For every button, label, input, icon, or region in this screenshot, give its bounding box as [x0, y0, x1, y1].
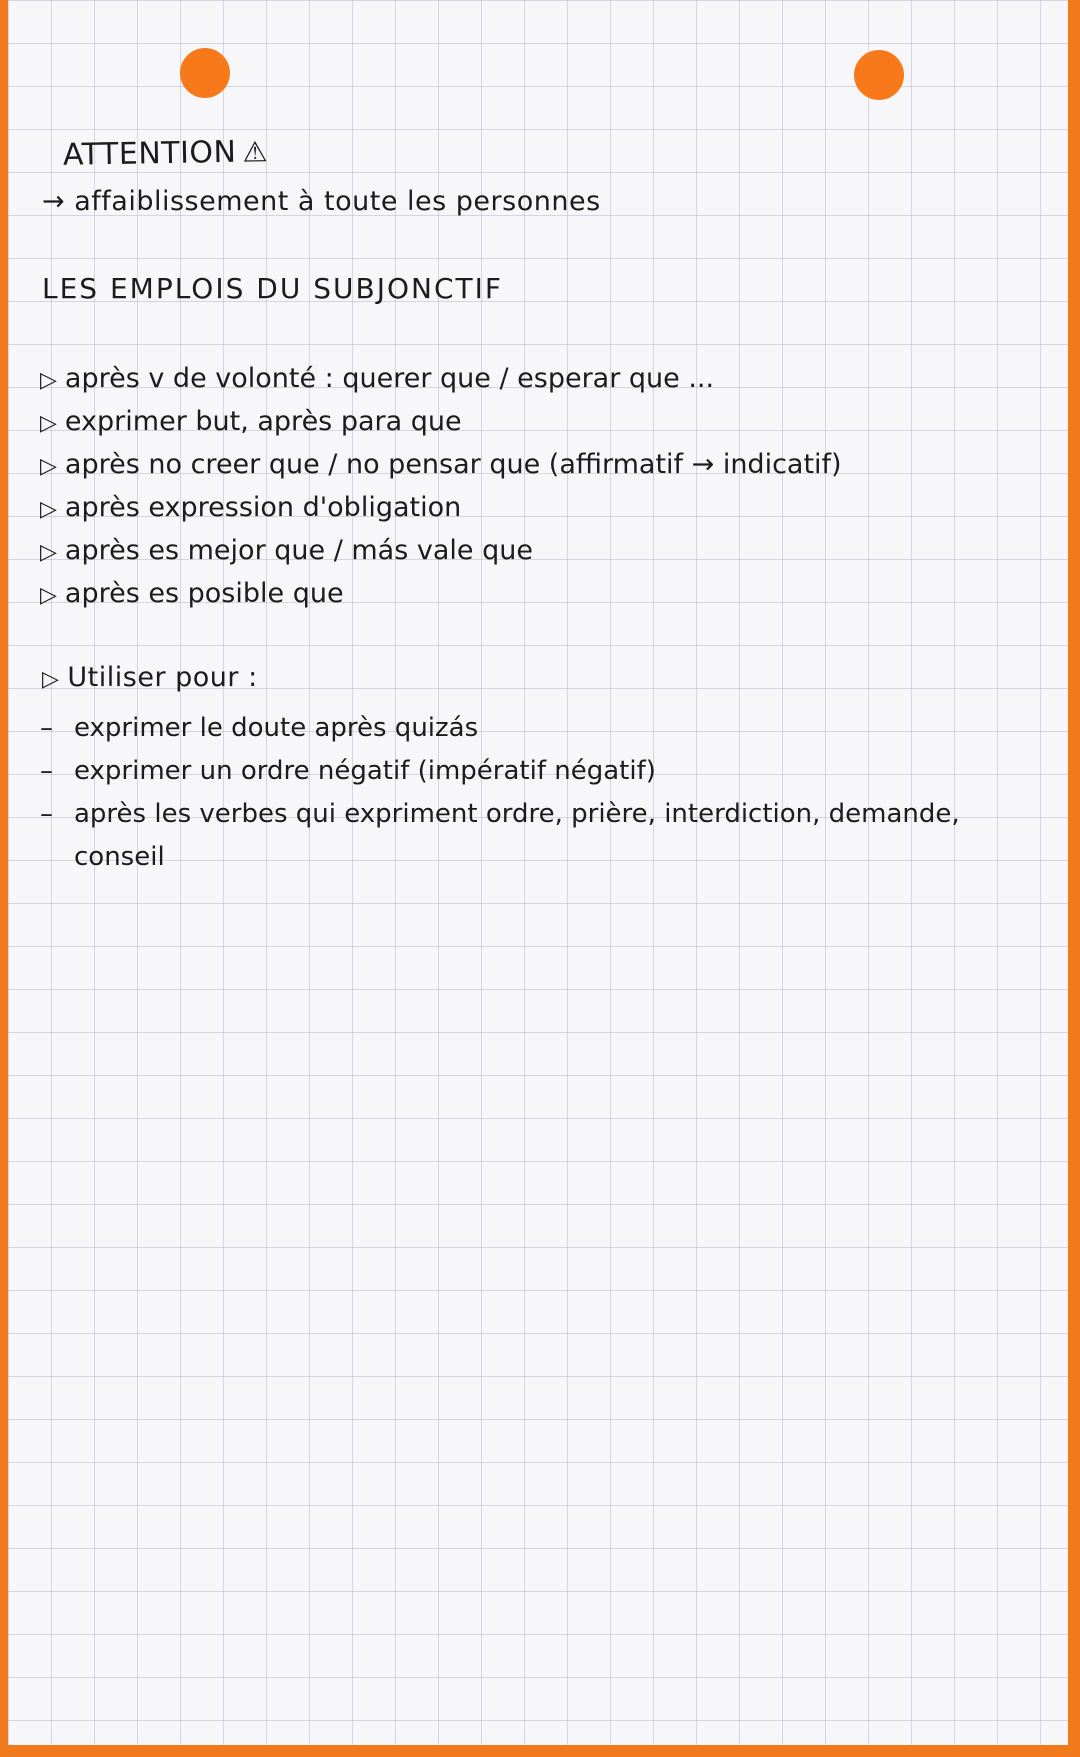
triangle-bullet-icon: ▷ [40, 454, 57, 479]
list-item: – exprimer un ordre négatif (impératif négatif) [40, 750, 960, 793]
triangle-bullet-icon: ▷ [40, 540, 57, 565]
triangle-bullet-icon: ▷ [40, 411, 57, 436]
dash-bullet-icon: – [40, 799, 53, 829]
utiliser-heading: ▷ Utiliser pour : [42, 662, 258, 693]
section-title: LES EMPLOIS DU SUBJONCTIF [42, 272, 503, 305]
list-item: ▷ exprimer but, après para que [40, 400, 842, 443]
attention-note [42, 186, 601, 217]
list-item: – après les verbes qui expriment ordre, prière, interdiction, demande, conseil [40, 793, 960, 879]
list-item: ▷ après expression d'obligation [40, 486, 842, 529]
list-item: ▷ après es posible que [40, 572, 842, 615]
list-item-continuation: conseil [74, 842, 165, 872]
punch-hole-left [180, 48, 230, 98]
uses-list [40, 357, 842, 615]
punch-hole-right [854, 50, 904, 100]
utiliser-list [40, 707, 960, 879]
attention-heading [63, 134, 269, 173]
dash-bullet-icon: – [40, 713, 53, 743]
attention-title: ATTENTION [62, 134, 237, 173]
triangle-bullet-icon: ▷ [40, 497, 57, 522]
list-item: ▷ après es mejor que / más vale que [40, 529, 842, 572]
dash-bullet-icon: – [40, 756, 53, 786]
triangle-bullet-icon: ▷ [40, 583, 57, 608]
arrow-icon: → [42, 186, 66, 217]
attention-note-text: affaiblissement à toute les personnes [74, 186, 601, 217]
notebook-page [8, 0, 1068, 1745]
list-item: – exprimer le doute après quizás [40, 707, 960, 750]
list-item: ▷ après v de volonté : querer que / esperar que ... [40, 357, 842, 400]
list-item: ▷ après no creer que / no pensar que (affirmatif → indicatif) [40, 443, 842, 486]
triangle-bullet-icon: ▷ [42, 667, 60, 692]
triangle-bullet-icon: ▷ [40, 368, 57, 393]
warning-icon: ⚠ [242, 135, 269, 169]
